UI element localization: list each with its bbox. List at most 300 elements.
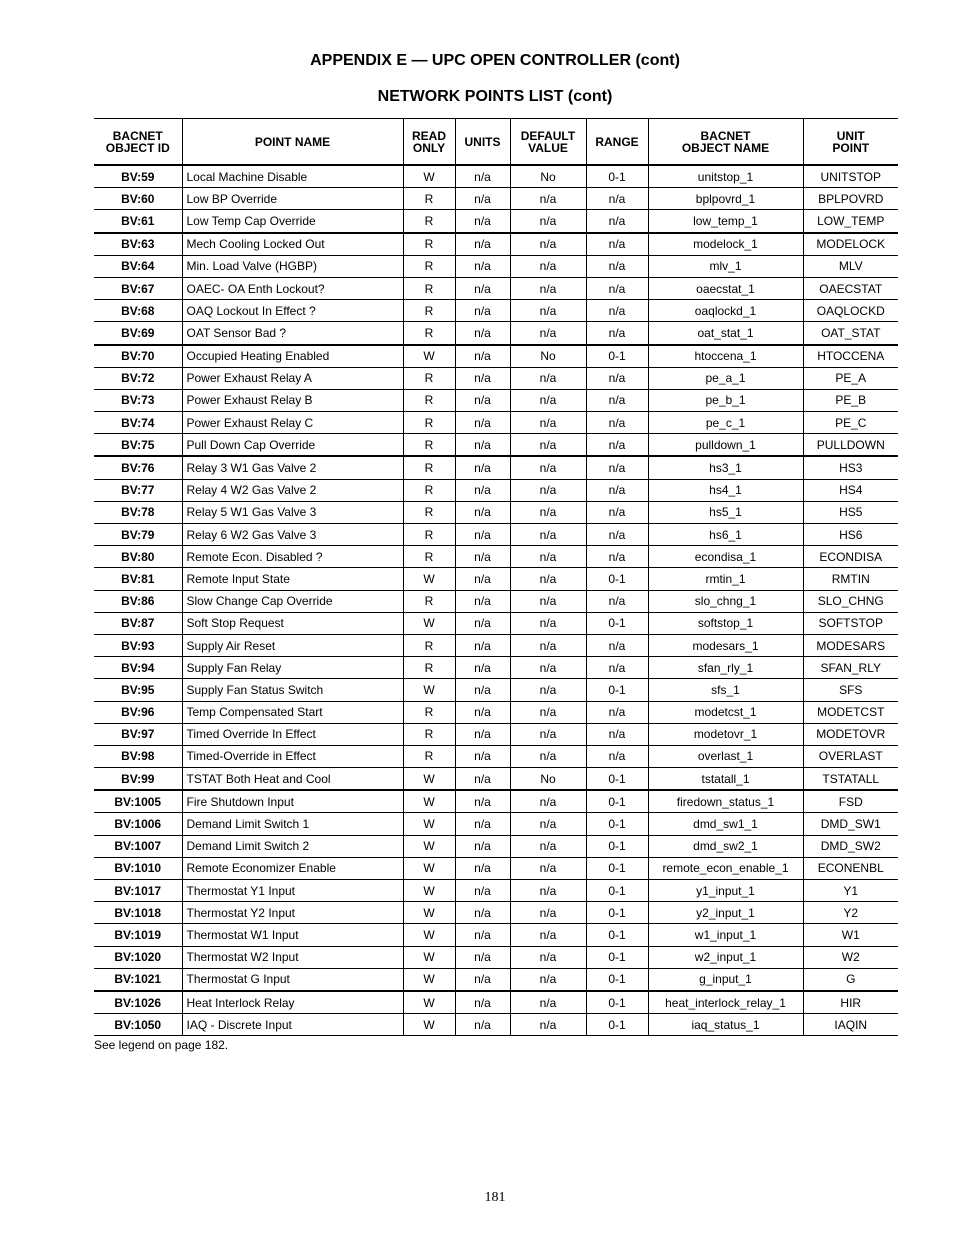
object-name-cell: remote_econ_enable_1	[648, 857, 803, 879]
object-name-cell: oaqlockd_1	[648, 300, 803, 322]
range-cell: 0-1	[586, 813, 648, 835]
object-name-cell: hs5_1	[648, 501, 803, 523]
read-only-cell: W	[403, 1014, 455, 1036]
units-cell: n/a	[455, 768, 510, 791]
range-cell: n/a	[586, 412, 648, 434]
object-name-cell: oat_stat_1	[648, 322, 803, 345]
object-id-cell: BV:80	[94, 546, 182, 568]
point-name-cell: Thermostat Y1 Input	[182, 880, 403, 902]
range-cell: 0-1	[586, 679, 648, 701]
table-row	[94, 434, 898, 457]
table-row	[94, 322, 898, 345]
unit-point-cell: DMD_SW1	[803, 813, 898, 835]
read-only-cell: R	[403, 255, 455, 277]
column-header	[586, 119, 648, 166]
read-only-cell: W	[403, 880, 455, 902]
table-row	[94, 568, 898, 590]
point-name-cell: Supply Fan Relay	[182, 657, 403, 679]
object-id-cell: BV:59	[94, 165, 182, 188]
column-header	[510, 119, 586, 166]
read-only-cell: W	[403, 568, 455, 590]
unit-point-cell: PULLDOWN	[803, 434, 898, 457]
unit-point-cell: W1	[803, 924, 898, 946]
table-row	[94, 188, 898, 210]
range-cell: 0-1	[586, 902, 648, 924]
read-only-cell: R	[403, 546, 455, 568]
object-id-cell: BV:96	[94, 701, 182, 723]
units-cell: n/a	[455, 210, 510, 233]
point-name-cell: IAQ - Discrete Input	[182, 1014, 403, 1036]
default-value-cell: n/a	[510, 902, 586, 924]
table-row	[94, 367, 898, 389]
units-cell: n/a	[455, 277, 510, 299]
object-id-cell: BV:69	[94, 322, 182, 345]
read-only-cell: R	[403, 367, 455, 389]
unit-point-cell: MODETOVR	[803, 723, 898, 745]
unit-point-cell: MODESARS	[803, 634, 898, 656]
range-cell: n/a	[586, 745, 648, 767]
point-name-cell: Local Machine Disable	[182, 165, 403, 188]
object-name-cell: iaq_status_1	[648, 1014, 803, 1036]
units-cell: n/a	[455, 389, 510, 411]
point-name-cell: OAQ Lockout In Effect ?	[182, 300, 403, 322]
object-id-cell: BV:74	[94, 412, 182, 434]
unit-point-cell: HTOCCENA	[803, 345, 898, 368]
point-name-cell: Temp Compensated Start	[182, 701, 403, 723]
table-row	[94, 524, 898, 546]
unit-point-cell: TSTATALL	[803, 768, 898, 791]
default-value-cell: n/a	[510, 723, 586, 745]
units-cell: n/a	[455, 679, 510, 701]
read-only-cell: W	[403, 857, 455, 879]
unit-point-cell: G	[803, 968, 898, 991]
object-id-cell: BV:1021	[94, 968, 182, 991]
range-cell: 0-1	[586, 768, 648, 791]
point-name-cell: Supply Air Reset	[182, 634, 403, 656]
object-name-cell: dmd_sw2_1	[648, 835, 803, 857]
units-cell: n/a	[455, 456, 510, 479]
read-only-cell: R	[403, 634, 455, 656]
unit-point-cell: BPLPOVRD	[803, 188, 898, 210]
object-name-cell: modetcst_1	[648, 701, 803, 723]
range-cell: n/a	[586, 434, 648, 457]
object-id-cell: BV:98	[94, 745, 182, 767]
range-cell: n/a	[586, 456, 648, 479]
object-name-cell: hs4_1	[648, 479, 803, 501]
object-name-cell: softstop_1	[648, 612, 803, 634]
object-id-cell: BV:60	[94, 188, 182, 210]
table-row	[94, 813, 898, 835]
table-row	[94, 968, 898, 991]
default-value-cell: n/a	[510, 679, 586, 701]
table-row	[94, 612, 898, 634]
object-id-cell: BV:87	[94, 612, 182, 634]
units-cell: n/a	[455, 322, 510, 345]
default-value-cell: n/a	[510, 479, 586, 501]
column-header-line: OBJECT ID	[105, 140, 170, 155]
object-id-cell: BV:1026	[94, 991, 182, 1014]
object-id-cell: BV:68	[94, 300, 182, 322]
point-name-cell: Pull Down Cap Override	[182, 434, 403, 457]
default-value-cell: No	[510, 165, 586, 188]
object-id-cell: BV:97	[94, 723, 182, 745]
read-only-cell: R	[403, 456, 455, 479]
read-only-cell: W	[403, 902, 455, 924]
unit-point-cell: SFS	[803, 679, 898, 701]
column-header-line: READ	[411, 128, 446, 143]
default-value-cell: n/a	[510, 524, 586, 546]
range-cell: n/a	[586, 657, 648, 679]
range-cell: 0-1	[586, 1014, 648, 1036]
column-header-line: BACNET	[112, 128, 163, 143]
object-name-cell: rmtin_1	[648, 568, 803, 590]
table-row	[94, 412, 898, 434]
table-row	[94, 902, 898, 924]
point-name-cell: Fire Shutdown Input	[182, 790, 403, 813]
object-name-cell: pe_b_1	[648, 389, 803, 411]
point-name-cell: Low BP Override	[182, 188, 403, 210]
units-cell: n/a	[455, 924, 510, 946]
object-id-cell: BV:1007	[94, 835, 182, 857]
default-value-cell: n/a	[510, 367, 586, 389]
default-value-cell: n/a	[510, 813, 586, 835]
read-only-cell: W	[403, 924, 455, 946]
units-cell: n/a	[455, 479, 510, 501]
column-header-line: OBJECT NAME	[681, 140, 770, 155]
read-only-cell: R	[403, 233, 455, 256]
table-row	[94, 1014, 898, 1036]
table-row	[94, 345, 898, 368]
range-cell: n/a	[586, 277, 648, 299]
units-cell: n/a	[455, 300, 510, 322]
table-row	[94, 210, 898, 233]
unit-point-cell: OAT_STAT	[803, 322, 898, 345]
point-name-cell: Occupied Heating Enabled	[182, 345, 403, 368]
column-header-line: POINT NAME	[254, 134, 331, 149]
unit-point-cell: SOFTSTOP	[803, 612, 898, 634]
read-only-cell: R	[403, 723, 455, 745]
unit-point-cell: HS4	[803, 479, 898, 501]
column-header-line: RANGE	[595, 134, 639, 149]
object-id-cell: BV:95	[94, 679, 182, 701]
object-name-cell: pe_a_1	[648, 367, 803, 389]
read-only-cell: R	[403, 300, 455, 322]
object-id-cell: BV:77	[94, 479, 182, 501]
table-header-row	[94, 119, 898, 166]
column-header-line: ONLY	[412, 140, 446, 155]
object-id-cell: BV:63	[94, 233, 182, 256]
point-name-cell: Thermostat G Input	[182, 968, 403, 991]
read-only-cell: W	[403, 768, 455, 791]
point-name-cell: Supply Fan Status Switch	[182, 679, 403, 701]
range-cell: n/a	[586, 322, 648, 345]
units-cell: n/a	[455, 367, 510, 389]
units-cell: n/a	[455, 946, 510, 968]
table-row	[94, 924, 898, 946]
table-row	[94, 634, 898, 656]
default-value-cell: n/a	[510, 1014, 586, 1036]
units-cell: n/a	[455, 188, 510, 210]
default-value-cell: n/a	[510, 745, 586, 767]
column-header	[803, 119, 898, 166]
read-only-cell: R	[403, 322, 455, 345]
default-value-cell: n/a	[510, 501, 586, 523]
units-cell: n/a	[455, 546, 510, 568]
point-name-cell: Power Exhaust Relay A	[182, 367, 403, 389]
range-cell: 0-1	[586, 790, 648, 813]
read-only-cell: R	[403, 389, 455, 411]
table-row	[94, 679, 898, 701]
range-cell: n/a	[586, 524, 648, 546]
table-row	[94, 745, 898, 767]
default-value-cell: n/a	[510, 880, 586, 902]
point-name-cell: Power Exhaust Relay C	[182, 412, 403, 434]
units-cell: n/a	[455, 345, 510, 368]
object-id-cell: BV:99	[94, 768, 182, 791]
point-name-cell: Relay 6 W2 Gas Valve 3	[182, 524, 403, 546]
range-cell: 0-1	[586, 568, 648, 590]
object-name-cell: modelock_1	[648, 233, 803, 256]
default-value-cell: n/a	[510, 434, 586, 457]
read-only-cell: W	[403, 612, 455, 634]
table-body	[94, 165, 898, 1036]
read-only-cell: W	[403, 790, 455, 813]
read-only-cell: W	[403, 813, 455, 835]
object-name-cell: pulldown_1	[648, 434, 803, 457]
point-name-cell: Heat Interlock Relay	[182, 991, 403, 1014]
column-header	[182, 119, 403, 166]
object-name-cell: pe_c_1	[648, 412, 803, 434]
unit-point-cell: OVERLAST	[803, 745, 898, 767]
units-cell: n/a	[455, 813, 510, 835]
default-value-cell: No	[510, 345, 586, 368]
range-cell: n/a	[586, 501, 648, 523]
column-header	[94, 119, 182, 166]
point-name-cell: TSTAT Both Heat and Cool	[182, 768, 403, 791]
column-header	[403, 119, 455, 166]
object-name-cell: y1_input_1	[648, 880, 803, 902]
unit-point-cell: ECONDISA	[803, 546, 898, 568]
units-cell: n/a	[455, 991, 510, 1014]
object-name-cell: htoccena_1	[648, 345, 803, 368]
point-name-cell: Soft Stop Request	[182, 612, 403, 634]
unit-point-cell: Y1	[803, 880, 898, 902]
default-value-cell: n/a	[510, 634, 586, 656]
default-value-cell: n/a	[510, 233, 586, 256]
point-name-cell: Remote Economizer Enable	[182, 857, 403, 879]
point-name-cell: OAEC- OA Enth Lockout?	[182, 277, 403, 299]
unit-point-cell: PE_B	[803, 389, 898, 411]
column-header-line: VALUE	[528, 140, 568, 155]
unit-point-cell: HIR	[803, 991, 898, 1014]
unit-point-cell: HS6	[803, 524, 898, 546]
object-id-cell: BV:1018	[94, 902, 182, 924]
default-value-cell: n/a	[510, 255, 586, 277]
range-cell: n/a	[586, 255, 648, 277]
default-value-cell: n/a	[510, 657, 586, 679]
object-name-cell: y2_input_1	[648, 902, 803, 924]
read-only-cell: W	[403, 968, 455, 991]
range-cell: n/a	[586, 389, 648, 411]
read-only-cell: R	[403, 524, 455, 546]
range-cell: n/a	[586, 590, 648, 612]
object-name-cell: firedown_status_1	[648, 790, 803, 813]
units-cell: n/a	[455, 412, 510, 434]
object-id-cell: BV:86	[94, 590, 182, 612]
default-value-cell: n/a	[510, 412, 586, 434]
network-points-table	[94, 118, 898, 1036]
point-name-cell: Power Exhaust Relay B	[182, 389, 403, 411]
unit-point-cell: ECONENBL	[803, 857, 898, 879]
object-id-cell: BV:75	[94, 434, 182, 457]
range-cell: 0-1	[586, 880, 648, 902]
table-row	[94, 991, 898, 1014]
range-cell: 0-1	[586, 946, 648, 968]
table-row	[94, 790, 898, 813]
range-cell: 0-1	[586, 835, 648, 857]
point-name-cell: Thermostat W1 Input	[182, 924, 403, 946]
default-value-cell: n/a	[510, 701, 586, 723]
read-only-cell: W	[403, 679, 455, 701]
read-only-cell: R	[403, 277, 455, 299]
object-name-cell: g_input_1	[648, 968, 803, 991]
object-name-cell: unitstop_1	[648, 165, 803, 188]
default-value-cell: n/a	[510, 968, 586, 991]
object-id-cell: BV:64	[94, 255, 182, 277]
read-only-cell: R	[403, 501, 455, 523]
table-row	[94, 857, 898, 879]
point-name-cell: Remote Econ. Disabled ?	[182, 546, 403, 568]
unit-point-cell: UNITSTOP	[803, 165, 898, 188]
object-id-cell: BV:72	[94, 367, 182, 389]
table-row	[94, 768, 898, 791]
read-only-cell: W	[403, 345, 455, 368]
column-header-line: DEFAULT	[520, 128, 576, 143]
object-id-cell: BV:76	[94, 456, 182, 479]
column-header-line: BACNET	[700, 128, 751, 143]
units-cell: n/a	[455, 568, 510, 590]
point-name-cell: Demand Limit Switch 2	[182, 835, 403, 857]
range-cell: 0-1	[586, 924, 648, 946]
object-id-cell: BV:1019	[94, 924, 182, 946]
point-name-cell: Relay 5 W1 Gas Valve 3	[182, 501, 403, 523]
point-name-cell: Mech Cooling Locked Out	[182, 233, 403, 256]
unit-point-cell: W2	[803, 946, 898, 968]
point-name-cell: Slow Change Cap Override	[182, 590, 403, 612]
read-only-cell: W	[403, 835, 455, 857]
table-row	[94, 701, 898, 723]
page-title: APPENDIX E — UPC OPEN CONTROLLER (cont)	[310, 52, 680, 69]
unit-point-cell: RMTIN	[803, 568, 898, 590]
range-cell: 0-1	[586, 991, 648, 1014]
units-cell: n/a	[455, 233, 510, 256]
point-name-cell: Thermostat Y2 Input	[182, 902, 403, 924]
object-name-cell: bplpovrd_1	[648, 188, 803, 210]
object-id-cell: BV:93	[94, 634, 182, 656]
units-cell: n/a	[455, 857, 510, 879]
table-row	[94, 546, 898, 568]
object-name-cell: w1_input_1	[648, 924, 803, 946]
table-row	[94, 880, 898, 902]
read-only-cell: R	[403, 434, 455, 457]
default-value-cell: n/a	[510, 389, 586, 411]
unit-point-cell: MODETCST	[803, 701, 898, 723]
read-only-cell: R	[403, 590, 455, 612]
object-name-cell: heat_interlock_relay_1	[648, 991, 803, 1014]
unit-point-cell: FSD	[803, 790, 898, 813]
default-value-cell: n/a	[510, 835, 586, 857]
default-value-cell: n/a	[510, 546, 586, 568]
object-name-cell: sfs_1	[648, 679, 803, 701]
unit-point-cell: LOW_TEMP	[803, 210, 898, 233]
object-id-cell: BV:67	[94, 277, 182, 299]
table-row	[94, 255, 898, 277]
object-id-cell: BV:61	[94, 210, 182, 233]
read-only-cell: R	[403, 210, 455, 233]
range-cell: 0-1	[586, 165, 648, 188]
units-cell: n/a	[455, 835, 510, 857]
object-id-cell: BV:1006	[94, 813, 182, 835]
units-cell: n/a	[455, 701, 510, 723]
units-cell: n/a	[455, 968, 510, 991]
table-row	[94, 835, 898, 857]
point-name-cell: Thermostat W2 Input	[182, 946, 403, 968]
units-cell: n/a	[455, 634, 510, 656]
range-cell: n/a	[586, 233, 648, 256]
read-only-cell: R	[403, 701, 455, 723]
object-id-cell: BV:1005	[94, 790, 182, 813]
table-row	[94, 389, 898, 411]
column-header-line: UNIT	[836, 128, 865, 143]
object-id-cell: BV:81	[94, 568, 182, 590]
read-only-cell: R	[403, 745, 455, 767]
read-only-cell: W	[403, 165, 455, 188]
point-name-cell: Low Temp Cap Override	[182, 210, 403, 233]
read-only-cell: W	[403, 946, 455, 968]
legend-note: See legend on page 182.	[94, 1038, 229, 1052]
object-id-cell: BV:1020	[94, 946, 182, 968]
units-cell: n/a	[455, 501, 510, 523]
object-name-cell: tstatall_1	[648, 768, 803, 791]
object-name-cell: hs3_1	[648, 456, 803, 479]
default-value-cell: n/a	[510, 857, 586, 879]
range-cell: n/a	[586, 479, 648, 501]
default-value-cell: n/a	[510, 188, 586, 210]
unit-point-cell: MODELOCK	[803, 233, 898, 256]
read-only-cell: R	[403, 479, 455, 501]
range-cell: n/a	[586, 188, 648, 210]
unit-point-cell: PE_A	[803, 367, 898, 389]
default-value-cell: n/a	[510, 322, 586, 345]
read-only-cell: W	[403, 991, 455, 1014]
unit-point-cell: DMD_SW2	[803, 835, 898, 857]
object-id-cell: BV:78	[94, 501, 182, 523]
unit-point-cell: MLV	[803, 255, 898, 277]
object-id-cell: BV:73	[94, 389, 182, 411]
range-cell: 0-1	[586, 612, 648, 634]
object-name-cell: sfan_rly_1	[648, 657, 803, 679]
units-cell: n/a	[455, 255, 510, 277]
range-cell: n/a	[586, 723, 648, 745]
unit-point-cell: OAECSTAT	[803, 277, 898, 299]
table-row	[94, 165, 898, 188]
object-name-cell: modesars_1	[648, 634, 803, 656]
table-row	[94, 657, 898, 679]
object-id-cell: BV:79	[94, 524, 182, 546]
range-cell: 0-1	[586, 857, 648, 879]
object-name-cell: dmd_sw1_1	[648, 813, 803, 835]
point-name-cell: OAT Sensor Bad ?	[182, 322, 403, 345]
